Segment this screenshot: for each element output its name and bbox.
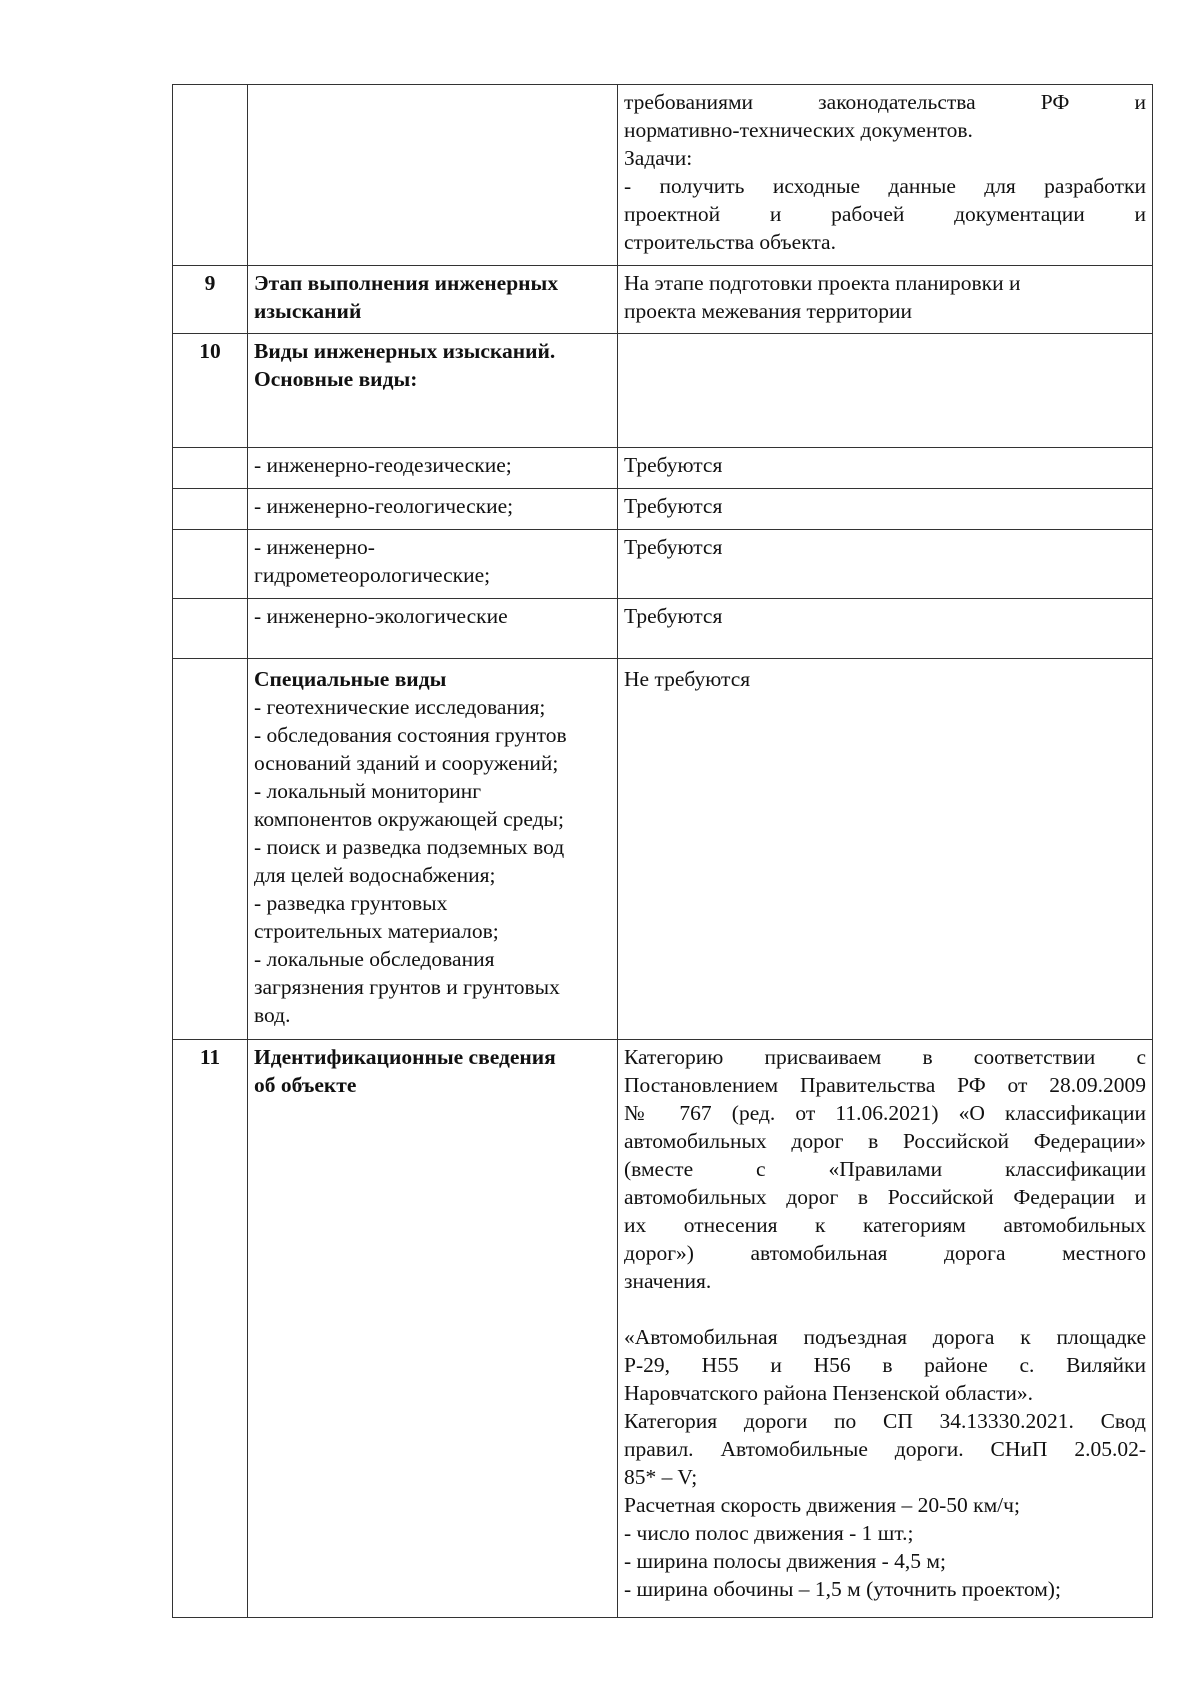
- text-line: проекта межевания территории: [624, 299, 913, 323]
- survey-type-value: Требуются: [618, 599, 1153, 659]
- text-line: автомобильных дорог в Российской Федерации»: [624, 1129, 1146, 1153]
- text-line: нормативно-технических документов.: [624, 118, 973, 142]
- document-table: [172, 84, 1153, 1618]
- row-number: [173, 85, 248, 266]
- table-row: [173, 266, 1153, 334]
- label-line: Идентификационные сведения: [254, 1045, 556, 1069]
- text-line: требованиями законодательства РФ и: [624, 90, 1146, 114]
- text-line: Расчетная скорость движения – 20-50 км/ч;: [624, 1493, 1020, 1517]
- row-value: [618, 266, 1153, 334]
- list-item: - геотехнические исследования;: [254, 695, 546, 719]
- text-line: значения.: [624, 1269, 712, 1293]
- text-line: проектной и рабочей документации и: [624, 202, 1146, 226]
- text-line: Р-29, Н55 и Н56 в районе с. Виляйки: [624, 1353, 1146, 1377]
- text-line: «Автомобильная подъездная дорога к площадке: [624, 1325, 1146, 1349]
- list-item: компонентов окружающей среды;: [254, 807, 564, 831]
- list-item: вод.: [254, 1003, 291, 1027]
- label-line: гидрометеорологические;: [254, 563, 491, 587]
- row-label: [248, 1040, 618, 1618]
- table-row: [173, 530, 1153, 599]
- list-item: для целей водоснабжения;: [254, 863, 496, 887]
- survey-type-value: Требуются: [618, 530, 1153, 599]
- table-row: [173, 85, 1153, 266]
- table-row: [173, 334, 1153, 448]
- text-line: Наровчатского района Пензенской области».: [624, 1381, 1034, 1405]
- row-label: [248, 334, 618, 448]
- special-types-cell: [248, 659, 618, 1040]
- text-line: 85* – V;: [624, 1465, 698, 1489]
- row-value: [618, 334, 1153, 448]
- label-line: Основные виды:: [254, 367, 418, 391]
- text-line: строительства объекта.: [624, 230, 836, 254]
- row-number: 10: [173, 334, 248, 448]
- text-line: их отнесения к категориям автомобильных: [624, 1213, 1146, 1237]
- text-line: дорог») автомобильная дорога местного: [624, 1241, 1146, 1265]
- list-item: - поиск и разведка подземных вод: [254, 835, 565, 859]
- text-line: Категорию присваиваем в соответствии с: [624, 1045, 1146, 1069]
- list-item: строительных материалов;: [254, 919, 499, 943]
- row-label: [248, 85, 618, 266]
- label-line: об объекте: [254, 1073, 357, 1097]
- text-line: - получить исходные данные для разработки: [624, 174, 1146, 198]
- text-line: правил. Автомобильные дороги. СНиП 2.05.02-: [624, 1437, 1146, 1461]
- text-line: № 767 (ред. от 11.06.2021) «О классификации: [624, 1101, 1146, 1125]
- label-line: Этап выполнения инженерных: [254, 271, 559, 295]
- text-line: Задачи:: [624, 146, 693, 170]
- text-line: На этапе подготовки проекта планировки и: [624, 271, 1021, 295]
- list-item: - локальный мониторинг: [254, 779, 482, 803]
- text-line: - число полос движения - 1 шт.;: [624, 1521, 914, 1545]
- text-line: - ширина обочины – 1,5 м (уточнить проектом);: [624, 1577, 1061, 1601]
- special-types-title: Специальные виды: [254, 667, 447, 691]
- row-value: [618, 85, 1153, 266]
- label-line: Виды инженерных изысканий.: [254, 339, 556, 363]
- table-row: [173, 599, 1153, 659]
- text-line: (вместе с «Правилами классификации: [624, 1157, 1146, 1181]
- survey-type-label: [248, 530, 618, 599]
- table-row: [173, 659, 1153, 1040]
- row-value: [618, 1040, 1153, 1618]
- text-line: - ширина полосы движения - 4,5 м;: [624, 1549, 946, 1573]
- row-number: 11: [173, 1040, 248, 1618]
- special-types-value: Не требуются: [618, 659, 1153, 1040]
- text-line: автомобильных дорог в Российской Федерации и: [624, 1185, 1146, 1209]
- list-item: - обследования состояния грунтов: [254, 723, 567, 747]
- row-number: 9: [173, 266, 248, 334]
- label-line: - инженерно-: [254, 535, 375, 559]
- table-row: [173, 448, 1153, 489]
- list-item: - локальные обследования: [254, 947, 495, 971]
- survey-type-label: - инженерно-геодезические;: [248, 448, 618, 489]
- survey-type-label: - инженерно-экологические: [248, 599, 618, 659]
- list-item: - разведка грунтовых: [254, 891, 448, 915]
- survey-type-value: Требуются: [618, 489, 1153, 530]
- list-item: загрязнения грунтов и грунтовых: [254, 975, 560, 999]
- table-row: [173, 489, 1153, 530]
- label-line: изысканий: [254, 299, 362, 323]
- text-line: Категория дороги по СП 34.13330.2021. Свод: [624, 1409, 1146, 1433]
- text-line: Постановлением Правительства РФ от 28.09.2009: [624, 1073, 1146, 1097]
- table-row: [173, 1040, 1153, 1618]
- survey-type-value: Требуются: [618, 448, 1153, 489]
- row-label: [248, 266, 618, 334]
- survey-type-label: - инженерно-геологические;: [248, 489, 618, 530]
- list-item: оснований зданий и сооружений;: [254, 751, 559, 775]
